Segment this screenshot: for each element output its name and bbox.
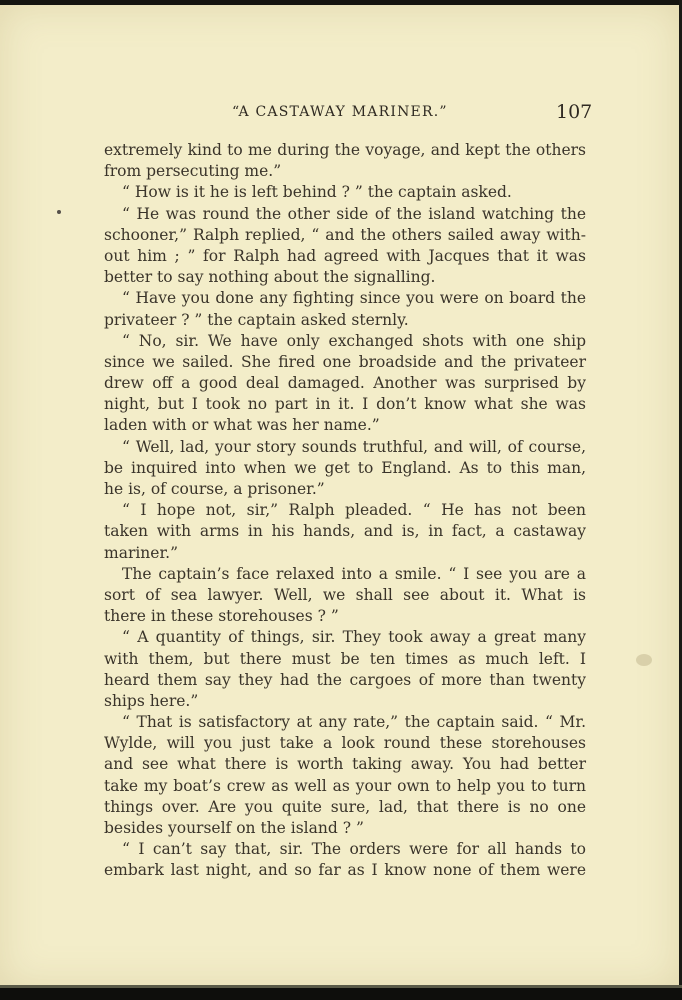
text-line: night, but I took no part in it. I don’t know what she was: [104, 395, 586, 414]
text-line: laden with or what was her name.”: [104, 416, 380, 435]
text-line: embark last night, and so far as I know none of them were: [104, 861, 586, 880]
scan-top-border: [0, 0, 682, 5]
text-line: out him ; ” for Ralph had agreed with Jacques that it was: [104, 246, 586, 265]
text-line: besides yourself on the island ? ”: [104, 819, 364, 837]
body-text: [104, 140, 586, 882]
text-line: Wylde, will you just take a look round these storehouses: [104, 734, 586, 753]
text-line: he is, of course, a prisoner.”: [104, 480, 325, 498]
text-line: “ I can’t say that, sir. The orders were for all hands to: [122, 840, 586, 859]
text-line: “ A quantity of things, sir. They took away a great many: [122, 628, 586, 647]
text-line: “ How is it he is left behind ? ” the captain asked.: [122, 183, 512, 202]
scan-bottom-border: [0, 988, 682, 1000]
page-number: 107: [556, 101, 593, 123]
text-line: sort of sea lawyer. Well, we shall see about it. What is: [104, 585, 586, 604]
text-line: and see what there is worth taking away. You had better: [104, 755, 586, 774]
text-line: taken with arms in his hands, and is, in fact, a castaway: [104, 522, 586, 541]
text-line: be inquired into when we get to England. As to this man,: [104, 458, 586, 477]
page-smudge: [636, 654, 652, 666]
text-line: extremely kind to me during the voyage, and kept the others: [104, 141, 586, 159]
text-line: better to say nothing about the signalling.: [104, 268, 436, 287]
text-line: since we sailed. She fired one broadside and the privateer: [104, 352, 586, 371]
text-line: things over. Are you quite sure, lad, that there is no one: [104, 797, 586, 816]
text-line: drew off a good deal damaged. Another was surprised by: [104, 374, 586, 393]
text-line: “ No, sir. We have only exchanged shots with one ship: [122, 331, 586, 350]
text-line: with them, but there must be ten times as much left. I: [104, 649, 586, 668]
text-line: take my boat’s crew as well as your own to help you to turn: [104, 776, 586, 795]
page-header: [0, 101, 682, 128]
text-line: “ I hope not, sir,” Ralph pleaded. “ He has not been: [122, 501, 586, 520]
running-head: “A CASTAWAY MARINER.”: [232, 104, 448, 120]
text-line: heard them say they had the cargoes of more than twenty: [104, 670, 586, 689]
text-line: from persecuting me.”: [104, 162, 282, 181]
text-line: schooner,” Ralph replied, “ and the others sailed away with-: [104, 225, 586, 244]
text-line: there in these storehouses ? ”: [104, 607, 339, 626]
margin-speck: [57, 210, 61, 214]
text-line: “ Well, lad, your story sounds truthful, and will, of course,: [122, 437, 586, 456]
text-line: privateer ? ” the captain asked sternly.: [104, 310, 409, 329]
text-line: mariner.”: [104, 543, 179, 562]
text-line: The captain’s face relaxed into a smile. “ I see you are a: [122, 564, 586, 583]
text-line: “ Have you done any fighting since you were on board the: [122, 289, 586, 308]
text-line: ships here.”: [104, 691, 199, 710]
text-line: “ That is satisfactory at any rate,” the captain said. “ Mr.: [122, 713, 586, 732]
text-line: “ He was round the other side of the island watching the: [122, 204, 586, 223]
